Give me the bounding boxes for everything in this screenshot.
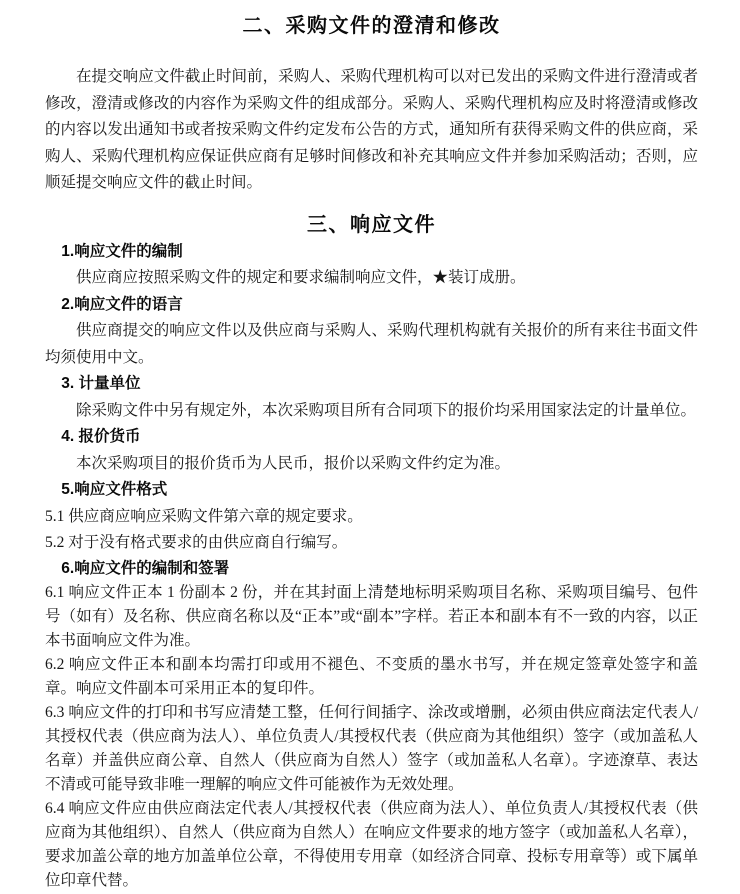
- clause-paragraph-6-2: 6.2 响应文件正本和副本均需打印或用不褪色、不变质的墨水书写，并在规定签章处签字和盖章。响应文件副本可采用正本的复印件。: [45, 655, 698, 697]
- clause-paragraph-6-4: 6.4 响应文件应由供应商法定代表人/其授权代表（供应商为法人）、单位负责人/其授权代表（供应商为其他组织）、自然人（供应商为自然人）在响应文件要求的地方签字（或加盖私人名章），要求加盖公章的地方加盖单位公章，不得使用专用章（如经济合同章、投标专用章等）或下属单位印章代替。: [45, 799, 698, 889]
- clause-heading-5: 5.响应文件格式: [61, 481, 168, 498]
- clause-paragraph-6-3: 6.3 响应文件的打印和书写应清楚工整，任何行间插字、涂改或增删，必须由供应商法定代表人/其授权代表（供应商为法人）、单位负责人/其授权代表（供应商为其他组织）签字（或加盖私人名章）并盖供应商公章、自然人（供应商为自然人）签字（或加盖私人名章）。字迹潦草、表达不清或可能导致非唯一理解的响应文件可能被作为无效处理。: [45, 703, 698, 793]
- clause-heading-3: 3. 计量单位: [61, 375, 141, 392]
- clause-heading-2: 2.响应文件的语言: [61, 295, 183, 313]
- clause-paragraph-5-1: 5.1 供应商应响应采购文件第六章的规定要求。: [45, 507, 363, 525]
- section3-title: 三、响应文件: [307, 213, 436, 236]
- section2-paragraph: 在提交响应文件截止时间前，采购人、采购代理机构可以对已发出的采购文件进行澄清或者修改，澄清或修改的内容作为采购文件的组成部分。采购人、采购代理机构应及时将澄清或修改的内容以发出通知书或者按采购文件约定发布公告的方式，通知所有获得采购文件的供应商，采购人、采购代理机构应保证供应商有足够时间修改和补充其响应文件并参加采购活动；否则，应顺延提交响应文件的截止时间。: [45, 68, 698, 191]
- clause-paragraph-1: 供应商应按照采购文件的规定和要求编制响应文件，★装订成册。: [76, 269, 526, 286]
- clause-heading-4: 4. 报价货币: [61, 428, 141, 445]
- clause-heading-1: 1.响应文件的编制: [61, 242, 183, 260]
- clause-heading-6: 6.响应文件的编制和签署: [61, 559, 230, 577]
- clause-paragraph-3: 除采购文件中另有规定外，本次采购项目所有合同项下的报价均采用国家法定的计量单位。: [76, 401, 697, 419]
- clause-paragraph-5-2: 5.2 对于没有格式要求的由供应商自行编写。: [45, 534, 348, 551]
- clause-paragraph-6-1: 6.1 响应文件正本 1 份副本 2 份，并在其封面上清楚地标明采购项目名称、采购项目编号、包件号（如有）及名称、供应商名称以及“正本”或“副本”字样。若正本和副本有不一致的内容，以正本书面响应文件为准。: [45, 583, 698, 649]
- section2-title: 二、采购文件的澄清和修改: [242, 15, 501, 37]
- clause-paragraph-2: 供应商提交的响应文件以及供应商与采购人、采购代理机构就有关报价的所有来往书面文件均须使用中文。: [45, 322, 698, 366]
- clause-paragraph-4: 本次采购项目的报价货币为人民币，报价以采购文件约定为准。: [76, 454, 511, 472]
